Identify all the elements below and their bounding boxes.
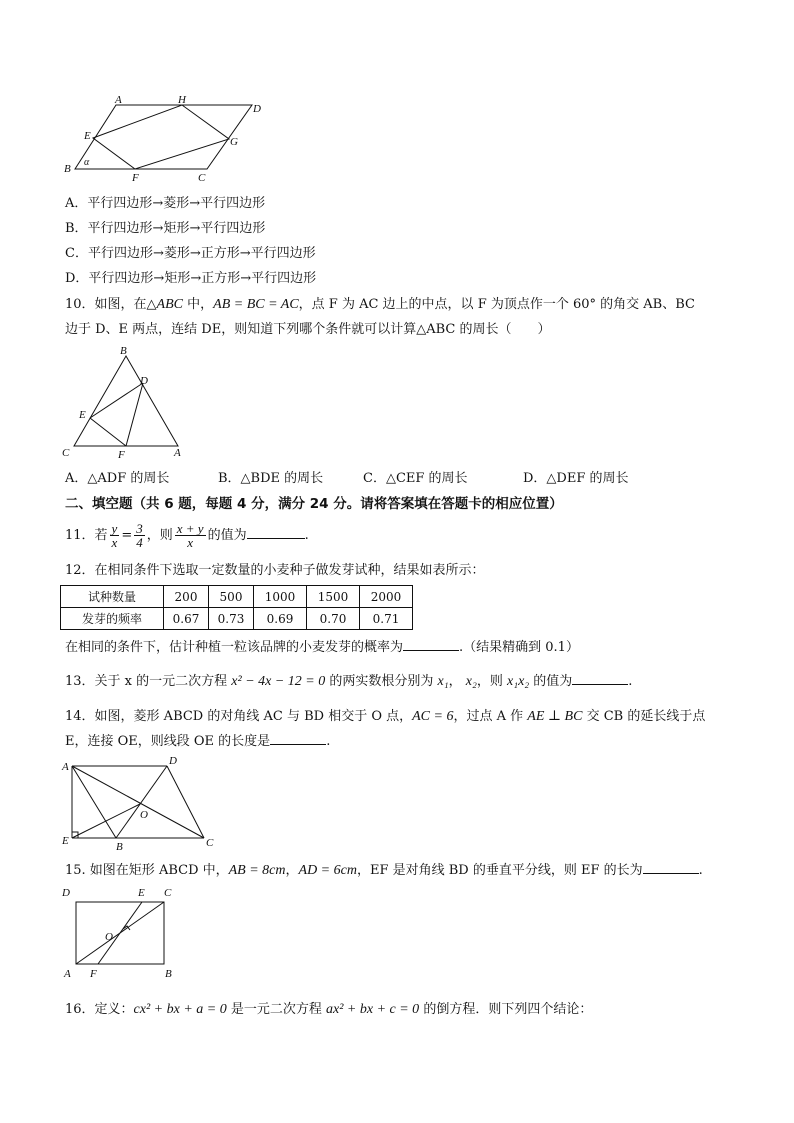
label-D: D [140, 375, 148, 387]
label-O: O [140, 809, 148, 821]
label-E: E [62, 835, 69, 847]
q12-question: 在相同的条件下，估计种植一粒该品牌的小麦发芽的概率为 .（结果精确到 0.1） [65, 640, 579, 655]
label-A: A [115, 94, 122, 106]
q10-option-d: D．△DEF 的周长 [523, 471, 629, 486]
label-E: E [79, 409, 86, 421]
label-E: E [84, 130, 91, 142]
q10-line1: 10．如图，在△ABC 中，AB = BC = AC，点 F 为 AC 边上的中点，以 F 为顶点作一个 60° 的角交 AB、BC [65, 297, 695, 312]
q10-option-c: C．△CEF 的周长 [363, 471, 468, 486]
q9-option-c: C．平行四边形→菱形→正方形→平行四边形 [65, 246, 316, 261]
figure-q9 [60, 94, 270, 184]
label-O: O [105, 931, 113, 943]
table-row [61, 586, 413, 608]
table-row [61, 608, 413, 630]
q12-text: 12．在相同条件下选取一定数量的小麦种子做发芽试种，结果如表所示： [65, 563, 485, 578]
label-A: A [64, 968, 71, 980]
table-cell: 0.73 [209, 608, 254, 630]
label-C: C [62, 447, 70, 459]
label-H: H [178, 94, 186, 106]
q14-line2: E，连接 OE，则线段 OE 的长度是 . [65, 734, 331, 749]
table-cell: 2000 [360, 586, 413, 608]
q10-option-b: B．△BDE 的周长 [218, 471, 324, 486]
triangle-abc [74, 356, 178, 446]
table-cell: 0.71 [360, 608, 413, 630]
label-D: D [62, 887, 70, 899]
fraction-3-over-4: $\frac{3}{4}$ [136, 521, 143, 550]
table-cell: 200 [164, 586, 209, 608]
q14-line1: 14．如图，菱形 ABCD 的对角线 AC 与 BD 相交于 O 点，AC = 6，过点 A 作 AE ⊥ BC 交 CB 的延长线于点 [65, 709, 706, 724]
answer-blank [270, 744, 326, 745]
q15: 15. 如图在矩形 ABCD 中，AB = 8cm，AD = 6cm，EF 是对角线 BD 的垂直平分线，则 EF 的长为 . [65, 863, 703, 878]
q9-option-d: D．平行四边形→矩形→正方形→平行四边形 [65, 271, 317, 286]
answer-blank [643, 873, 699, 874]
label-E: E [138, 887, 145, 899]
label-B: B [64, 163, 71, 175]
table-cell: 0.67 [164, 608, 209, 630]
table-cell: 1500 [307, 586, 360, 608]
label-B: B [165, 968, 172, 980]
q10-option-a: A．△ADF 的周长 [65, 471, 170, 486]
table-cell: 1000 [254, 586, 307, 608]
fraction-y-over-x: $\frac{y}{x}$ [111, 521, 118, 550]
q12-table [60, 585, 413, 630]
q13: 13．关于 x 的一元二次方程 x² − 4x − 12 = 0 的两实数根分别为 x₁， x₂，则 x₁x₂ 的值为 . [65, 674, 633, 689]
label-A: A [174, 447, 181, 459]
label-C: C [164, 887, 172, 899]
figure-q10 [60, 342, 190, 462]
q16: 16．定义：cx² + bx + a = 0 是一元二次方程 ax² + bx + c = 0 的倒方程．则下列四个结论： [65, 1002, 593, 1017]
table-cell: 0.70 [307, 608, 360, 630]
table-cell: 500 [209, 586, 254, 608]
label-F: F [118, 449, 125, 461]
table-cell: 0.69 [254, 608, 307, 630]
q9-option-b: B．平行四边形→矩形→平行四边形 [65, 221, 266, 236]
label-B: B [116, 841, 123, 853]
label-B: B [120, 345, 127, 357]
table-cell: 发芽的频率 [61, 608, 164, 630]
table-cell: 试种数量 [61, 586, 164, 608]
answer-blank [247, 538, 305, 539]
label-A: A [62, 761, 69, 773]
label-D: D [169, 755, 177, 767]
q9-option-a: A．平行四边形→菱形→平行四边形 [65, 196, 266, 211]
label-F: F [132, 172, 139, 184]
figure-q14 [60, 752, 230, 852]
label-C: C [206, 837, 214, 849]
label-alpha: α [84, 157, 90, 168]
label-F: F [90, 968, 97, 980]
label-D: D [253, 103, 261, 115]
section-heading-fill-in: 二、填空题（共 6 题，每题 4 分，满分 24 分。请将答案填在答题卡的相应位置） [65, 496, 563, 512]
fraction-xy-over-x: $\frac{x + y}{x}$ [176, 521, 204, 550]
answer-blank [572, 684, 628, 685]
q10-line2: 边于 D、E 两点，连结 DE，则知道下列哪个条件就可以计算△ABC 的周长（ ） [65, 322, 551, 337]
inner-quad-ehgf [93, 105, 229, 169]
label-C: C [198, 172, 206, 184]
q11: 11．若 $\frac{y}{x}$ = $\frac{3}{4}$ ，则 $\frac{x + y}{x}$ 的值为 . [65, 521, 309, 550]
figure-q15 [60, 880, 190, 980]
label-G: G [230, 136, 238, 148]
answer-blank [403, 650, 459, 651]
